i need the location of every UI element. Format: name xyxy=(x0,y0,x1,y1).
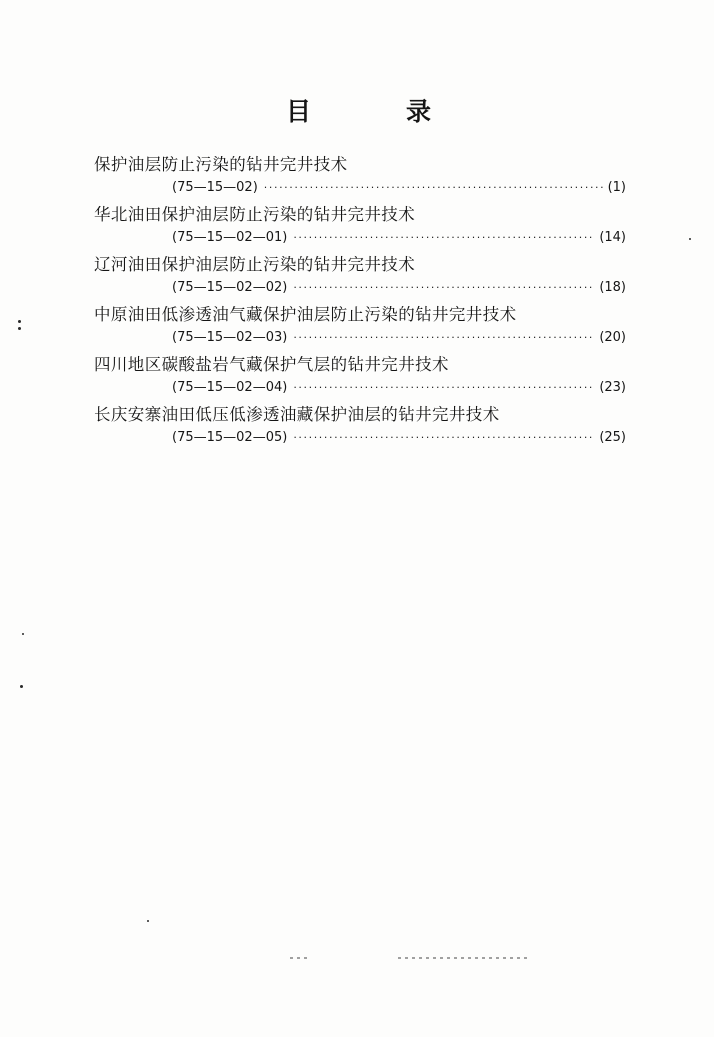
toc-entry[interactable] xyxy=(94,302,626,352)
dot-leader xyxy=(293,428,595,448)
toc-entry-title: 中原油田低渗透油气藏保护油层防止污染的钻井完井技术 xyxy=(94,305,517,324)
toc-entry-code: (75—15—02—05) xyxy=(172,430,288,445)
toc-entry[interactable] xyxy=(94,202,626,252)
dot-leader xyxy=(293,278,595,298)
toc-entry-title: 保护油层防止污染的钻井完井技术 xyxy=(94,155,348,174)
toc-entry-line xyxy=(172,228,626,248)
toc-entry-page: (1) xyxy=(607,180,626,195)
toc-entry-code: (75—15—02—01) xyxy=(172,230,288,245)
toc-entry[interactable] xyxy=(94,402,626,452)
toc-entry-page: (20) xyxy=(599,330,626,345)
toc-entry-page: (14) xyxy=(599,230,626,245)
toc-entry[interactable] xyxy=(94,152,626,202)
toc-entry-line xyxy=(172,428,626,448)
toc-entry-title: 四川地区碳酸盐岩气藏保护气层的钻井完井技术 xyxy=(94,355,449,374)
page-title xyxy=(0,92,714,128)
toc-entry-page: (23) xyxy=(599,380,626,395)
toc-entry-code: (75—15—02—02) xyxy=(172,280,288,295)
scan-speck xyxy=(22,633,24,635)
scan-streak xyxy=(290,957,310,959)
toc-entry[interactable] xyxy=(94,352,626,402)
toc-entry[interactable] xyxy=(94,252,626,302)
toc-entry-line xyxy=(172,328,626,348)
scan-speck xyxy=(689,238,691,240)
toc-entry-code: (75—15—02—03) xyxy=(172,330,288,345)
scan-speck xyxy=(18,327,21,330)
toc-entry-code: (75—15—02—04) xyxy=(172,380,288,395)
toc-entry-line xyxy=(172,278,626,298)
toc-entry-code: (75—15—02) xyxy=(172,180,258,195)
scan-speck xyxy=(20,685,23,688)
toc-entry-title: 华北油田保护油层防止污染的钻井完井技术 xyxy=(94,205,416,224)
toc-entry-title: 辽河油田保护油层防止污染的钻井完井技术 xyxy=(94,255,416,274)
scan-streak xyxy=(398,957,528,959)
toc-entry-line xyxy=(172,378,626,398)
toc-entry-page: (18) xyxy=(599,280,626,295)
dot-leader xyxy=(264,178,604,198)
title-char-2: 录 xyxy=(406,97,432,126)
toc-entry-title: 长庆安寨油田低压低渗透油藏保护油层的钻井完井技术 xyxy=(94,405,500,424)
dot-leader xyxy=(293,328,595,348)
title-char-1: 目 xyxy=(286,97,312,126)
table-of-contents xyxy=(94,152,626,452)
toc-entry-page: (25) xyxy=(599,430,626,445)
dot-leader xyxy=(293,378,595,398)
scan-speck xyxy=(18,320,21,323)
dot-leader xyxy=(293,228,595,248)
scan-speck xyxy=(147,920,149,922)
toc-entry-line xyxy=(172,178,626,198)
